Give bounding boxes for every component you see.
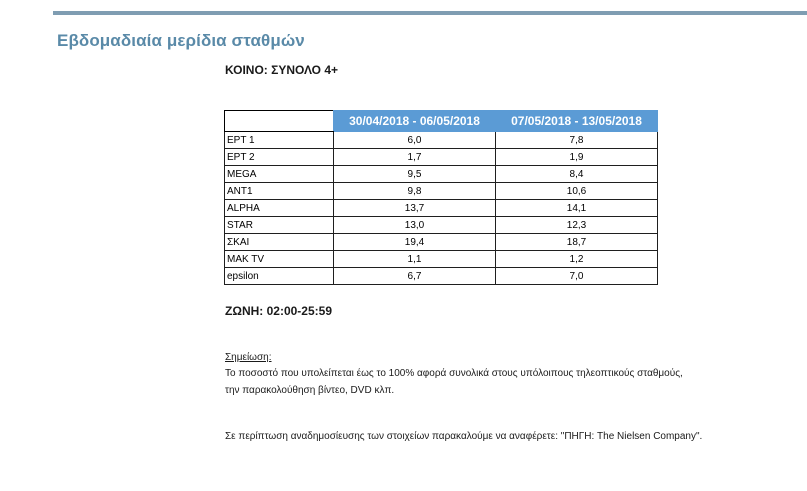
share-week2: 1,9 [496,149,658,166]
table-row [225,132,658,149]
table-row [225,166,658,183]
table-header-row [225,111,658,132]
table-row [225,251,658,268]
table-header-week1: 30/04/2018 - 06/05/2018 [334,111,496,132]
share-week2: 8,4 [496,166,658,183]
station-name: ΣΚΑΙ [225,234,334,251]
page-title: Εβδομαδιαία μερίδια σταθμών [57,31,305,50]
share-week2: 18,7 [496,234,658,251]
share-week1: 6,0 [334,132,496,149]
note-text-line-2: την παρακολούθηση βίντεο, DVD κλπ. [225,385,395,396]
table-row [225,234,658,251]
station-name: ANT1 [225,183,334,200]
share-week2: 10,6 [496,183,658,200]
table-row [225,149,658,166]
source-citation: Σε περίπτωση αναδημοσίευσης των στοιχείων παρακαλούμε να αναφέρετε: "ΠΗΓΗ: The Nielsen Company". [225,431,703,442]
share-week1: 6,7 [334,268,496,285]
share-week2: 7,0 [496,268,658,285]
station-name: ΕΡΤ 1 [225,132,334,149]
note-text-line-1: Το ποσοστό που υπολείπεται έως το 100% αφορά συνολικά στους υπόλοιπους τηλεοπτικούς σταθμούς, [225,368,683,379]
station-name: MAK TV [225,251,334,268]
share-week1: 19,4 [334,234,496,251]
table-header-corner [225,111,334,132]
audience-label: ΚΟΙΝΟ: ΣΥΝΟΛΟ 4+ [225,63,339,77]
table-row [225,217,658,234]
share-week1: 13,7 [334,200,496,217]
station-name: STAR [225,217,334,234]
time-zone-label: ΖΩΝΗ: 02:00-25:59 [225,304,332,318]
station-name: ΕΡΤ 2 [225,149,334,166]
note-heading: Σημείωση: [225,352,272,363]
station-name: ALPHA [225,200,334,217]
share-week1: 9,8 [334,183,496,200]
table-header-week2: 07/05/2018 - 13/05/2018 [496,111,658,132]
share-week1: 1,1 [334,251,496,268]
table-row [225,200,658,217]
share-week1: 13,0 [334,217,496,234]
station-name: MEGA [225,166,334,183]
table-row [225,268,658,285]
station-name: epsilon [225,268,334,285]
share-week2: 7,8 [496,132,658,149]
shares-table [224,110,658,285]
table-row [225,183,658,200]
share-week2: 12,3 [496,217,658,234]
header-divider [53,11,807,15]
share-week2: 1,2 [496,251,658,268]
share-week1: 9,5 [334,166,496,183]
share-week1: 1,7 [334,149,496,166]
share-week2: 14,1 [496,200,658,217]
